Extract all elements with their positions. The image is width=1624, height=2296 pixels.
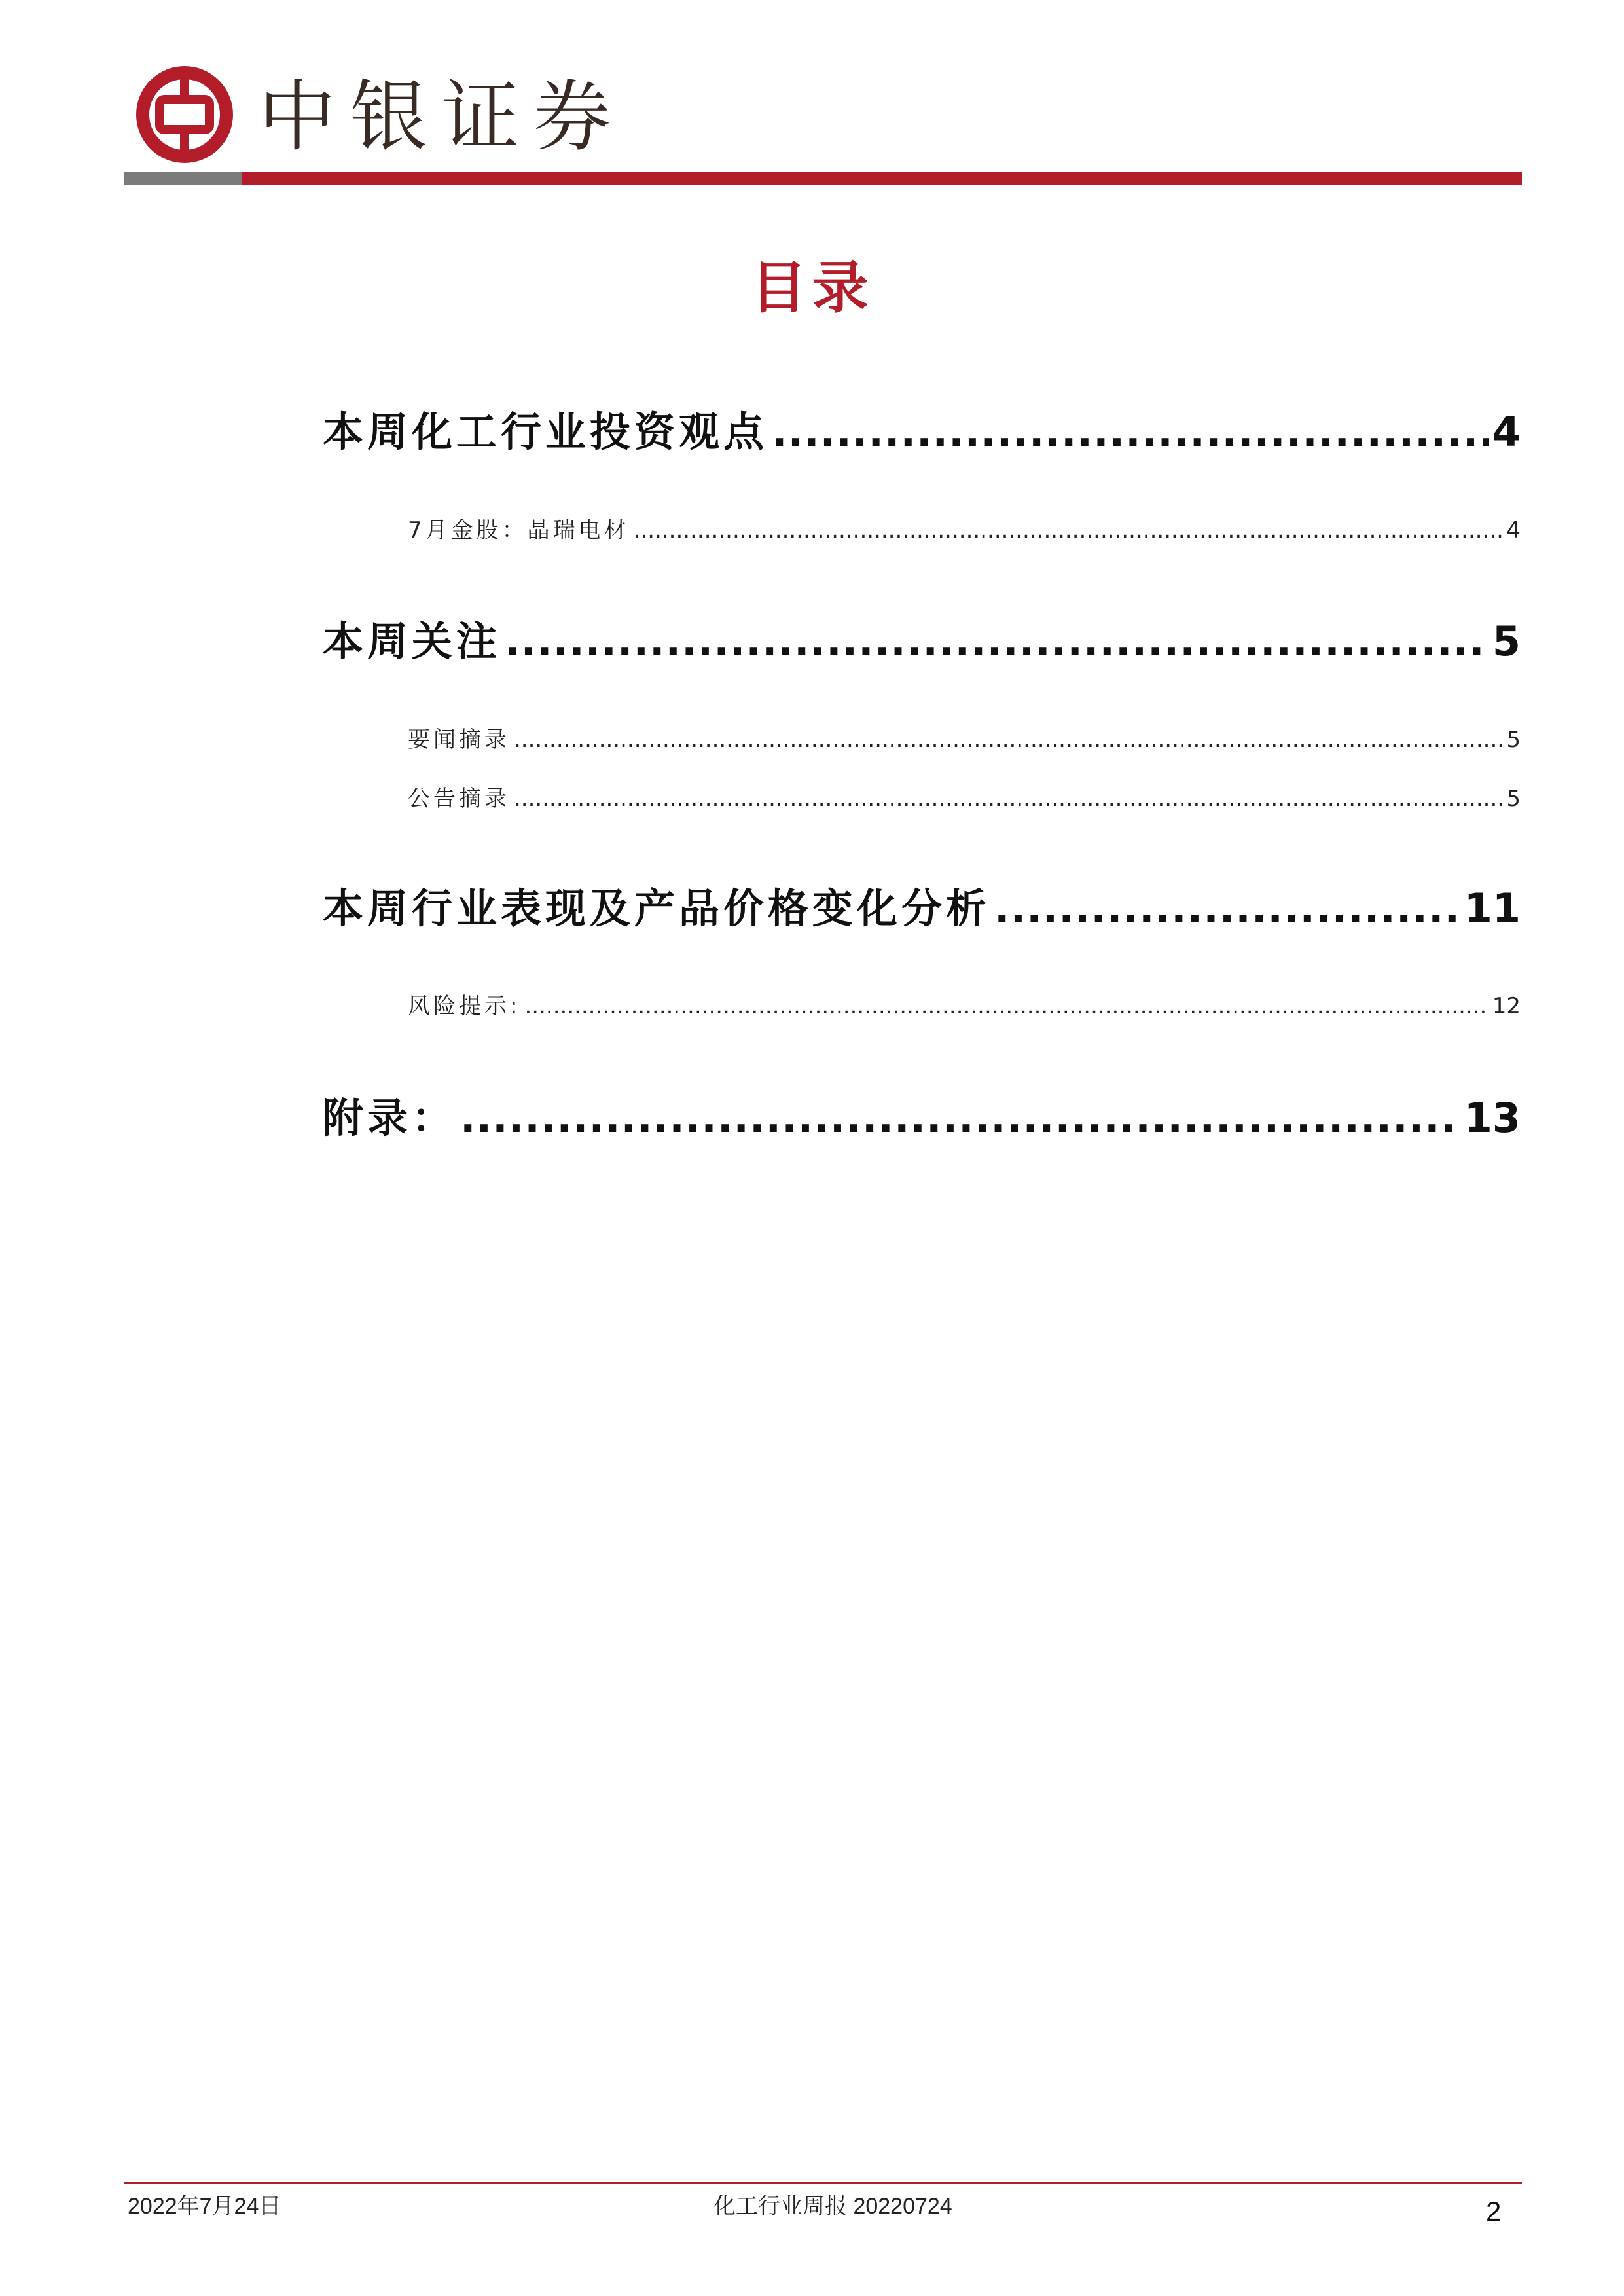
footer-date: 2022年7月24日 xyxy=(128,2194,281,2219)
toc-leader-dots xyxy=(460,1092,1460,1144)
toc-entry-july-stock-pick[interactable] xyxy=(408,514,1521,547)
toc-entry-page: 5 xyxy=(1506,786,1521,812)
toc-leader-dots xyxy=(514,782,1502,815)
bank-of-china-logo-icon xyxy=(135,65,234,164)
toc-entry-page: 13 xyxy=(1464,1094,1521,1142)
toc-entry-label: 7月金股：晶瑞电材 xyxy=(408,517,630,543)
toc-leader-dots xyxy=(524,990,1488,1023)
toc-entry-page: 4 xyxy=(1506,517,1521,543)
toc-entry-page: 4 xyxy=(1492,408,1521,456)
toc-entry-label: 本周关注 xyxy=(323,617,501,665)
toc-entry-appendix[interactable] xyxy=(323,1092,1521,1144)
header-rule-red xyxy=(242,172,1522,185)
toc-entry-announcement-excerpts[interactable] xyxy=(408,782,1521,815)
toc-title: 目录 xyxy=(750,255,874,321)
footer-page-number: 2 xyxy=(1486,2196,1502,2227)
toc-entry-investment-view[interactable] xyxy=(323,406,1521,458)
toc-leader-dots xyxy=(514,723,1502,756)
header-rule-grey xyxy=(124,172,242,185)
toc-leader-dots xyxy=(505,615,1489,668)
toc-leader-dots xyxy=(634,514,1503,547)
footer-rule xyxy=(124,2182,1522,2184)
toc-entry-label: 公告摘录 xyxy=(408,786,510,812)
toc-entry-industry-performance[interactable] xyxy=(323,883,1521,935)
toc-entry-risk-warning[interactable] xyxy=(408,990,1521,1023)
toc-entry-label: 本周化工行业投资观点 xyxy=(323,408,768,456)
toc-leader-dots xyxy=(994,883,1460,935)
toc-entry-label: 风险提示: xyxy=(408,993,521,1019)
toc-entry-weekly-focus[interactable] xyxy=(323,615,1521,668)
toc-entry-label: 要闻摘录 xyxy=(408,727,510,753)
toc-entry-label: 本周行业表现及产品价格变化分析 xyxy=(323,884,991,932)
footer-report-name: 化工行业周报 20220724 xyxy=(713,2194,952,2219)
toc-entry-news-excerpts[interactable] xyxy=(408,723,1521,756)
page-header xyxy=(124,59,1522,190)
toc-entry-page: 5 xyxy=(1492,617,1521,665)
toc-entry-page: 12 xyxy=(1492,993,1521,1019)
brand-name: 中银证券 xyxy=(259,71,626,162)
toc-leader-dots xyxy=(772,406,1489,458)
toc-entry-label: 附录： xyxy=(323,1094,457,1142)
toc-entry-page: 5 xyxy=(1506,727,1521,753)
toc-entry-page: 11 xyxy=(1464,884,1521,932)
